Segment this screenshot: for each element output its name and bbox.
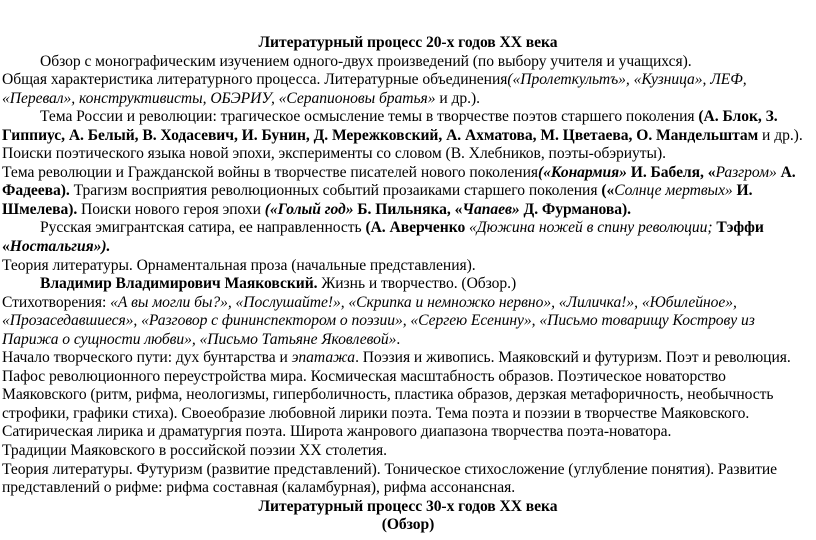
- paragraph-traditions: Традиции Маяковского в российской поэзии XX столетия.: [2, 442, 388, 460]
- text-run: Тема России и революции: трагическое осмысление темы в творчестве поэтов старшего поколения: [40, 108, 699, 126]
- paragraph-mayakovsky-heading: [0, 275, 814, 294]
- paragraph-creative-path: [0, 349, 814, 442]
- text-run: Общая характеристика литературного процесса. Литературные объединения: [2, 71, 508, 89]
- bold-italic-run: («Голый год»: [264, 200, 354, 218]
- section-title-20s: Литературный процесс 20-х годов XX века: [258, 34, 558, 51]
- section-subtitle-30s: (Обзор): [381, 516, 435, 534]
- paragraph-literary-groups: [0, 71, 814, 108]
- text-run: и др.).: [758, 126, 803, 144]
- text-run: Стихотворения:: [2, 293, 111, 311]
- bold-run: («: [601, 182, 615, 200]
- text-run: .: [396, 330, 401, 348]
- bold-italic-run: Ностальгия»).: [9, 238, 111, 256]
- bold-run: (А. Аверченко: [365, 219, 466, 237]
- bold-run: И. Бабеля, «: [626, 163, 716, 181]
- bold-run: А. Фадеева).: [2, 163, 796, 200]
- paragraph-civil-war-theme: [0, 164, 814, 220]
- document-body: [0, 34, 814, 535]
- section-title-30s: Литературный процесс 30-х годов XX века: [258, 497, 558, 515]
- text-run: Трагизм восприятия революционных событий прозаиками старшего поколения: [69, 182, 602, 200]
- paragraph-theory-futurism: Теория литературы. Футуризм (развитие представлений). Тоническое стихосложение (углубление понятия). Развитие представлений о рифме: рифма составная (каламбурная), рифма ассонансная.: [2, 460, 778, 497]
- italic-run: Солнце мертвых»: [614, 182, 733, 200]
- bold-run: Тэффи «: [2, 219, 764, 256]
- paragraph-emigre-satire: [0, 219, 814, 256]
- paragraph-poems-list: [0, 294, 814, 350]
- bold-run: Д. Фурманова).: [519, 200, 631, 218]
- bold-italic-run: Чапаев»: [462, 200, 520, 218]
- bold-run: Б. Пильняка, «: [353, 200, 463, 218]
- text-run: . Поэзия и живопись. Маяковский и футуризм. Поэт и революция. Пафос революционного переустройства мира. Космическая масштабность образов. Поэтическое новаторство Маяковского (ритм, рифма, неологизмы, гиперболичность, пластика образов, дерзкая метафоричность, необычность строфики, графики стиха). Своеобразие любовной лирики поэта. Тема поэта и поэзии в творчестве Маяковского. Сатирическая лирика и драматургия поэта. Широта жанрового диапазона творчества поэта-новатора.: [2, 349, 791, 441]
- text-run: Тема революции и Гражданской войны в творчестве писателей нового поколения: [2, 163, 538, 181]
- italic-run: «А вы могли бы?», «Послушайте!», «Скрипка и немножко нервно», «Лиличка!», «Юбилейное», «Прозаседавшиеся», «Разговор с фининспектором о поэзии», «Сергею Есенину», «Письмо товарищу Кострову из Парижа о сущности любви», «Письмо Татьяне Яковлевой»: [2, 293, 755, 348]
- italic-run: «Дюжина ножей в спину революции;: [465, 219, 713, 237]
- italic-run: («Пролеткультъ», «Кузница», ЛЕФ, «Перевал», конструктивисты, ОБЭРИУ, «Серапионовы братья»: [2, 71, 747, 107]
- paragraph-poetic-language: Поиски поэтического языка новой эпохи, эксперименты со словом (В. Хлебников, поэты-обэриуты).: [2, 145, 666, 163]
- text-run: Поиски нового героя эпохи: [77, 200, 265, 218]
- italic-run: Разгром»: [715, 163, 777, 181]
- text-run: Русская эмигрантская сатира, ее направленность: [40, 219, 366, 237]
- paragraph-theory-ornamental: Теория литературы. Орнаментальная проза (начальные представления).: [2, 256, 476, 274]
- author-name: Владимир Владимирович Маяковский.: [40, 275, 318, 293]
- text-run: и др.).: [435, 89, 480, 107]
- bold-run: И. Шмелева).: [2, 182, 753, 218]
- text-run: Начало творческого пути: дух бунтарства и: [2, 349, 292, 367]
- italic-run: эпатажа: [291, 349, 356, 367]
- paragraph-overview: Обзор с монографическим изучением одного-двух произведений (по выбору учителя и учащихся).: [40, 52, 692, 70]
- text-run: Жизнь и творчество. (Обзор.): [317, 275, 517, 293]
- bold-italic-run: («Конармия»: [538, 163, 627, 181]
- bold-run: (А. Блок, З. Гиппиус, А. Белый, В. Ходасевич, И. Бунин, Д. Мережковский, А. Ахматова, М. Цветаева, О. Мандельштам: [2, 108, 778, 144]
- paragraph-russia-revolution: [0, 108, 814, 145]
